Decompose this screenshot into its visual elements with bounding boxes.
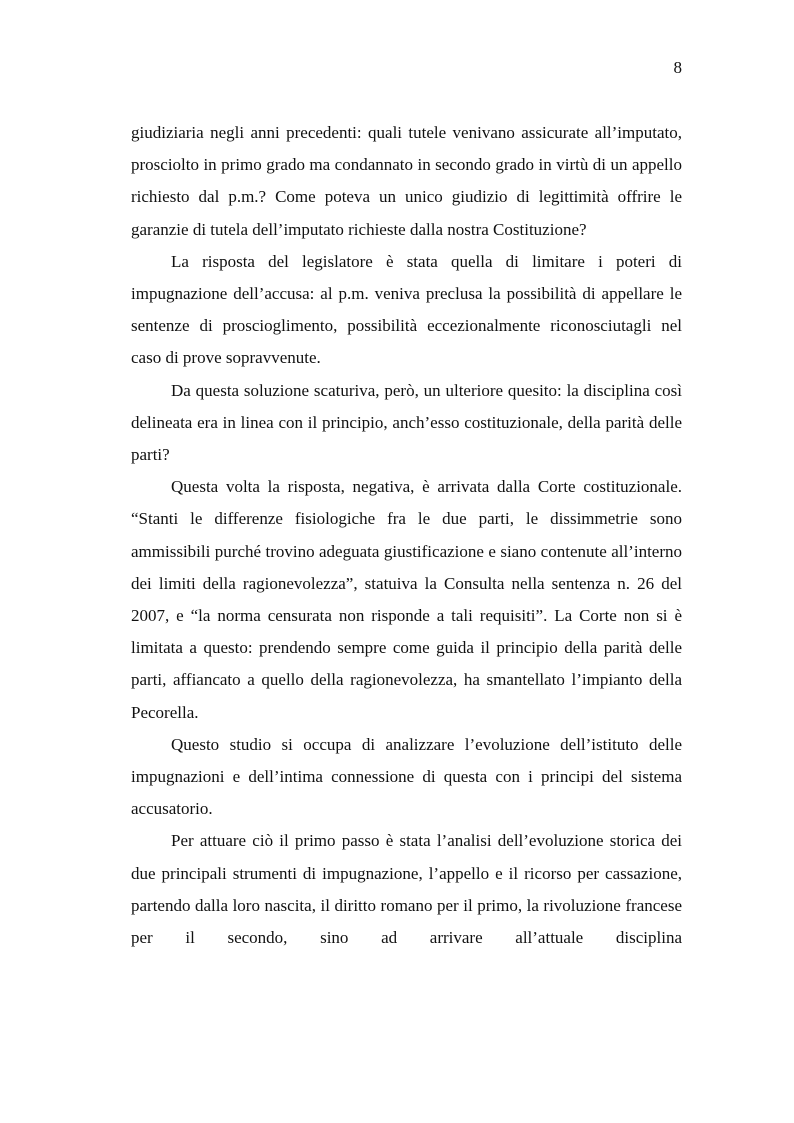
paragraph-5: Questo studio si occupa di analizzare l’evoluzione dell’istituto delle impugnazioni e dell’intima connessione di questa con i principi del sistema accusatorio. [131, 734, 682, 819]
page-number: 8 [673, 58, 682, 77]
paragraph-6: Per attuare ciò il primo passo è stata l’analisi dell’evoluzione storica dei due principali strumenti di impugnazione, l’appello e il ricorso per cassazione, partendo dalla loro nascita, il diritto romano per il primo, la rivoluzione francese per il secondo, sino ad arrivare all’attuale disciplina [131, 831, 682, 948]
paragraph-4: Questa volta la risposta, negativa, è arrivata dalla Corte costituzionale. “Stanti le differenze fisiologiche fra le due parti, le dissimmetrie sono ammissibili purché trovino adeguata giustificazione e siano contenute all’interno dei limiti della ragionevolezza”, statuiva la Consulta nella sentenza n. 26 del 2007, e “la norma censurata non risponde a tali requisiti”. La Corte non si è limitata a questo: prendendo sempre come guida il principio della parità delle parti, affiancato a quello della ragionevolezza, ha smantellato l’impianto della Pecorella. [131, 477, 682, 722]
paragraph-2: La risposta del legislatore è stata quella di limitare i poteri di impugnazione dell’accusa: al p.m. veniva preclusa la possibilità di appellare le sentenze di proscioglimento, possibilità eccezionalmente riconosciutagli nel caso di prove sopravvenute. [131, 251, 682, 368]
paragraph-3: Da questa soluzione scaturiva, però, un ulteriore quesito: la disciplina così delineata era in linea con il principio, anch’esso costituzionale, della parità delle parti? [131, 380, 682, 465]
document-body [131, 117, 682, 954]
paragraph-1: giudiziaria negli anni precedenti: quali tutele venivano assicurate all’imputato, prosciolto in primo grado ma condannato in secondo grado in virtù di un appello richiesto dal p.m.? Come poteva un unico giudizio di legittimità offrire le garanzie di tutela dell’imputato richieste dalla nostra Costituzione? [131, 123, 682, 239]
